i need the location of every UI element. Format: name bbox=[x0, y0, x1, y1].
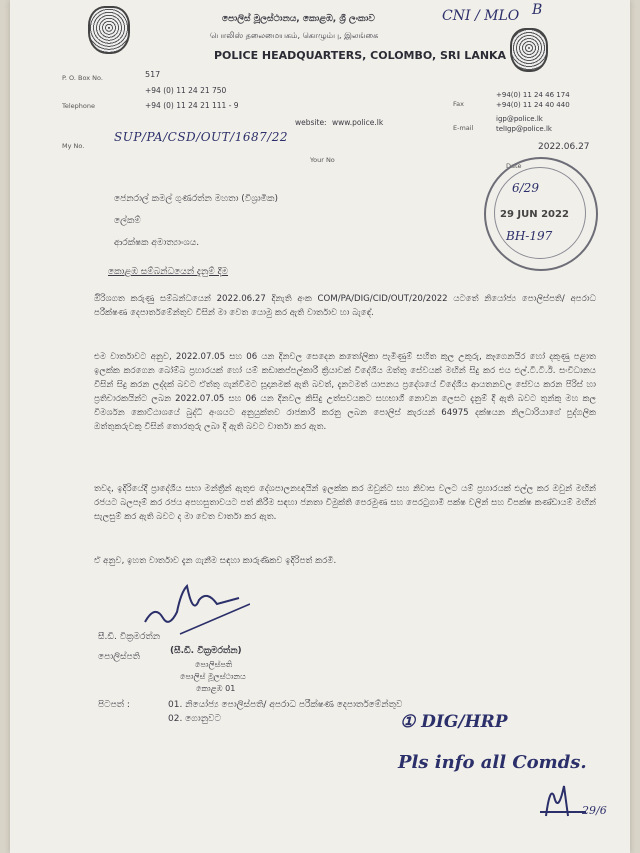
signatory-title: පොලිස්පති bbox=[98, 652, 140, 662]
sri-lanka-emblem-left bbox=[88, 6, 130, 54]
seal-name: (සී.ඩී. වික්‍රමරත්න) bbox=[170, 646, 242, 656]
email-1: igp@police.lk bbox=[496, 115, 543, 123]
header-english-title: POLICE HEADQUARTERS, COLOMBO, SRI LANKA bbox=[214, 49, 507, 62]
seal-city: කොළඹ 01 bbox=[196, 684, 236, 693]
website-label: website: bbox=[295, 118, 327, 127]
header-tamil-title: பொலிஸ் தலைமையகம், கொழும்பு, இலங்கை bbox=[210, 31, 379, 40]
email-2: telIgp@police.lk bbox=[496, 125, 552, 133]
recipient-ministry: ආරක්ෂක අමාත්‍යාංශය. bbox=[114, 238, 200, 248]
body-paragraph-1: ඔිරිශගත කරුණු සම්බන්ධයෙන් 2022.06.27 දිනැති අංක COM/PA/DIG/CID/OUT/20/2022 යටතේ නියෝජ්‍ය පොලිස්පති/ අපරාධ පරීක්ෂණ දෙපාර්තමේන්තුව විසින් මා වෙත යොමු කර ඇති වාර්තාව හා බැඳේ. bbox=[94, 294, 596, 318]
website-value: www.police.lk bbox=[332, 118, 384, 127]
telephone-2: +94 (0) 11 24 21 111 - 9 bbox=[145, 101, 239, 110]
copy-item-2: 02. ගොනුවට bbox=[168, 714, 221, 724]
telephone-label: Telephone bbox=[62, 102, 96, 110]
signatory-name: සී.ඩී. වික්‍රමරත්න bbox=[98, 632, 161, 642]
handwritten-minute-1: ① DIG/HRP bbox=[400, 712, 508, 732]
handwritten-initial-date: 29/6 bbox=[582, 804, 607, 817]
fax-1: +94(0) 11 24 46 174 bbox=[496, 91, 570, 99]
received-stamp bbox=[484, 157, 598, 271]
pobox-label: P. O. Box No. bbox=[62, 74, 103, 82]
telephone-1: +94 (0) 11 24 21 750 bbox=[145, 86, 227, 95]
stamp-handwritten-date: 6/29 bbox=[512, 181, 539, 195]
stamp-date: 29 JUN 2022 bbox=[500, 209, 569, 220]
handwritten-cni-mlo: CNI / MLO bbox=[442, 8, 520, 24]
seal-office: පොලිස් මූලස්ථානය bbox=[180, 672, 246, 681]
email-label: E-mail bbox=[453, 124, 474, 132]
pobox-value: 517 bbox=[145, 70, 161, 79]
police-emblem-right bbox=[510, 28, 548, 72]
body-paragraph-3: තවද, ඉදිරියේදී ප්‍රාදේශීය සභා මන්ත්‍රීන් ඇතුළු දේශපාලනඥයින් ඉලක්ක කර ඔවුන්ට සහ නිවාස වලට යම් ප්‍රහාරයක් එල්ල කර ඔවුන් මඟින් රජයට බලපෑම් කර රජය අපහසුතාවයට පත් කිරීම සඳහා ජනතා විමුක්ති පෙරමුණ සහ පෙරටුගාමී පක්ෂ වලින් සහ විපක්ෂ කණ්ඩායම් මඟින් සැලසුම් කර ඇති බවට ද මා වෙත වාර්තා කර ඇත. bbox=[94, 484, 596, 522]
copy-item-1: 01. නියෝජ්‍ය පොලිස්පති/ අපරාධ පරීක්ෂණ දෙපාර්තමේන්තුව bbox=[168, 700, 403, 710]
body-paragraph-4: ඒ අනුව, ඉහත වාර්තාව දැන ගැනීම සඳහා කාරුණිකව ඉදිරිපත් කරමි. bbox=[94, 556, 337, 566]
handwritten-initial-scribble bbox=[538, 782, 588, 822]
seal-title: පොලිස්පති bbox=[195, 660, 233, 669]
my-no-value: SUP/PA/CSD/OUT/1687/22 bbox=[114, 130, 289, 144]
date-value: 2022.06.27 bbox=[538, 142, 590, 152]
date-label: Date bbox=[506, 162, 522, 170]
handwritten-minute-2: Pls info all Comds. bbox=[398, 752, 587, 773]
body-paragraph-2: එම වාර්තාවට අනුව, 2022.07.05 සහ 06 යන දිනවල සෙදෙන කතෝලිකා පැමිණුම් සහිත කුල උකුරු, කෑගෙනයිර හෝ දකුණු පළාත ඉලක්ක කරගෙන බෝම්බ ප්‍රහාරයක් හෝ යම් කඩාකප්පල්කාරී ක්‍රියාවක් විදේශීය ඔත්තු සේවයක් මඟින් සිදු කර එය එල්.ටී.ටී.ඊ. සංවිධානය විසින් සිදු කරන ලද්දක් බවට ඒත්තු ගැන්වීමට සූදානමක් ඇති බවත්, දැනටමත් යාපනය ප්‍රදේශයේ විදේශීය ආයතනවල සේවය කරන පිරිස් හා ප්‍රතිචාරකයින්ට ලබන 2022.07.05 සහ 06 යන දිනවල කිසිදු උත්සවයකට සහභාගී නොවන ලෙසට දැනුම් දී ඇති බවට තුන්කු මහ කල විමර්ශන කොට්ඨාශයේ බුද්ධි අංශයට අනුයුක්තව රාජකාරී කරනු ලබන පොලිස් කැරයන් 64975 දක්ෂයන නිලධාරියාගේ පුද්ගලික ඔත්තුකරුවකු විසින් තොරතුරු ලබා දී ඇති බවට වාර්තා කර ඇත. bbox=[94, 352, 596, 432]
stamp-reference: BH-197 bbox=[506, 229, 553, 243]
subject-line: කොළඹ සම්බන්ධයෙන් දැනුම් දීම bbox=[108, 267, 229, 277]
fax-2: +94(0) 11 24 40 440 bbox=[496, 101, 570, 109]
handwritten-corner-mark: B bbox=[532, 2, 543, 18]
letter-page bbox=[10, 0, 630, 853]
copies-label: පිටපත් : bbox=[98, 700, 130, 710]
fax-label: Fax bbox=[453, 100, 464, 108]
header-sinhala-title: පොලිස් මූලස්ථානය, කොළඹ, ශ්‍රී ලංකාව bbox=[222, 14, 375, 24]
recipient-name: ජෙනරාල් කමල් ගුණරත්න මහතා (විශ්‍රාමික) bbox=[114, 194, 278, 204]
your-no-label: Your No bbox=[310, 156, 335, 164]
my-no-label: My No. bbox=[62, 142, 85, 150]
recipient-title: ලේකම් bbox=[114, 216, 141, 226]
